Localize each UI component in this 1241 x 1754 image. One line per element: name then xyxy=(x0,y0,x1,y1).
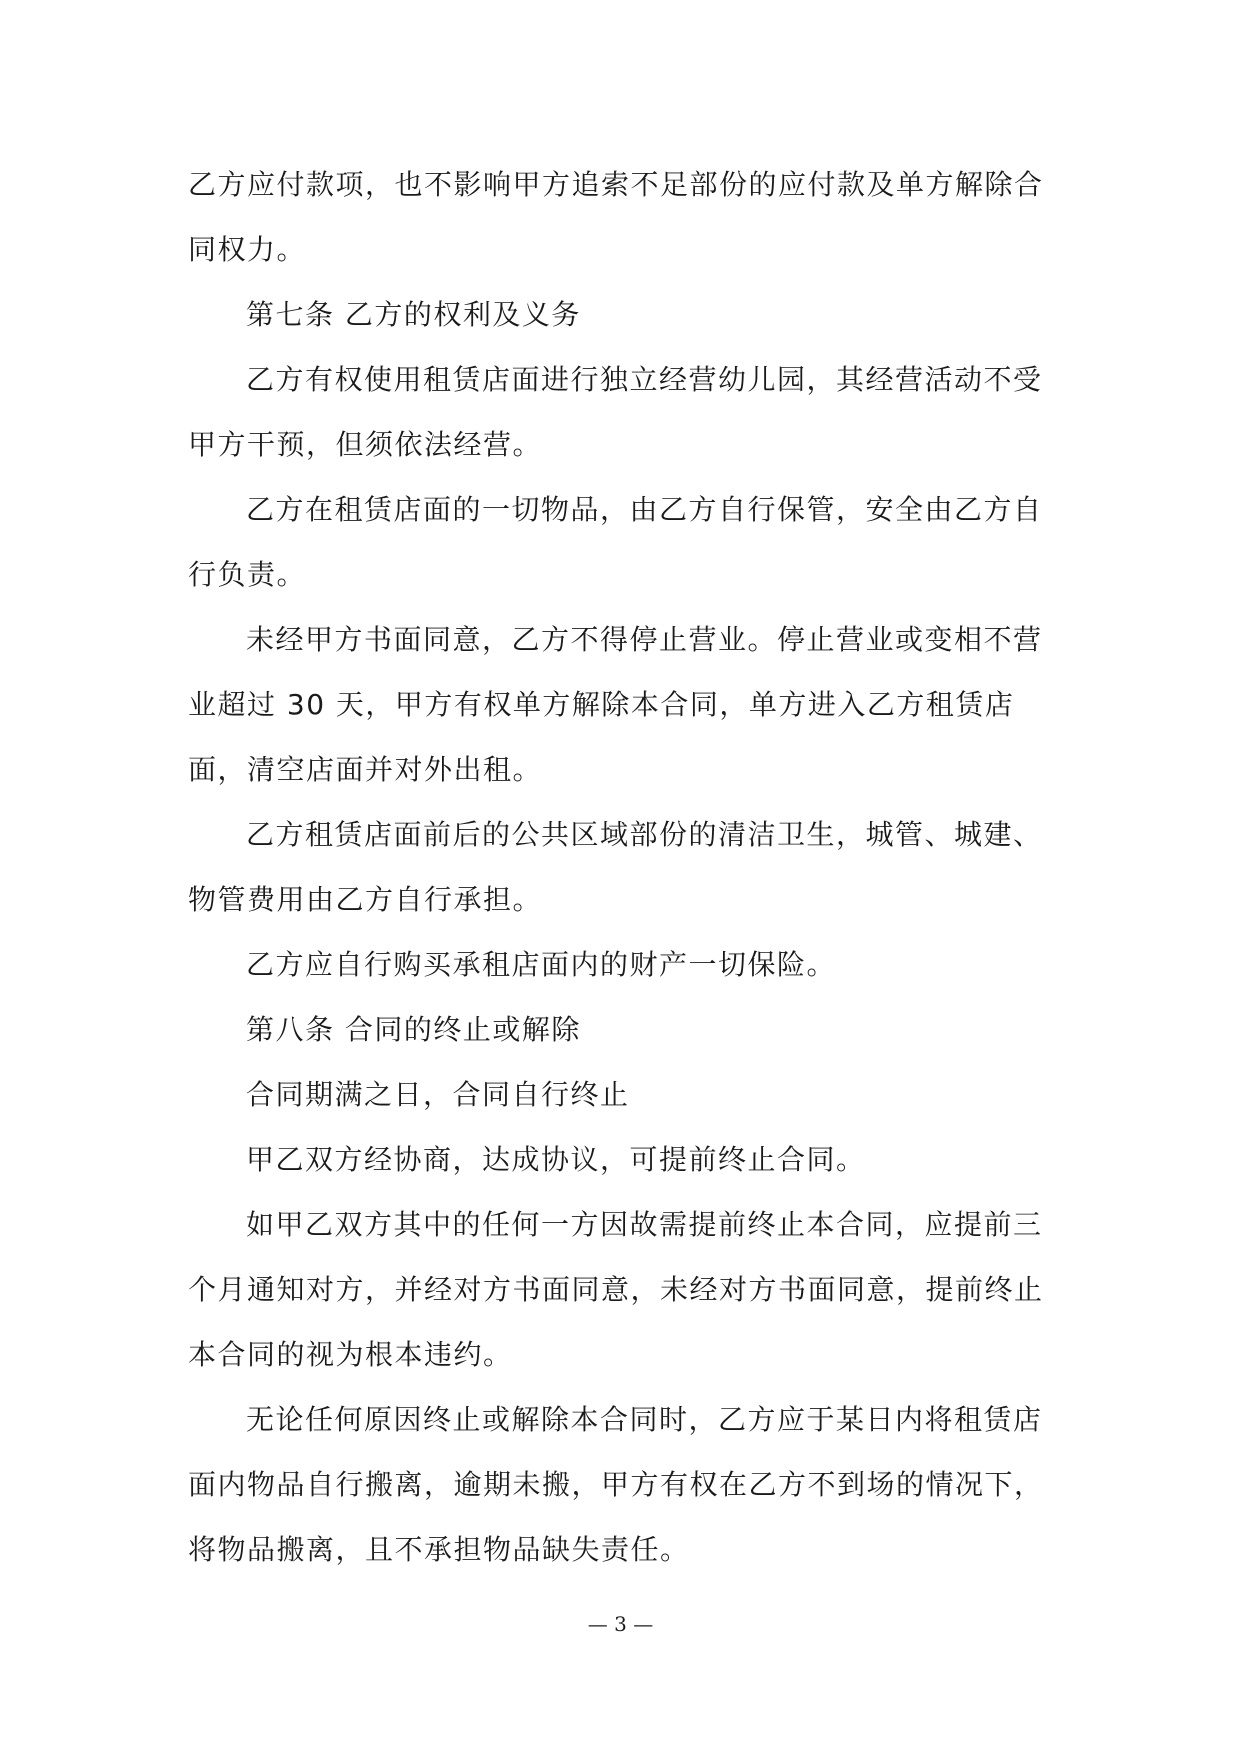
paragraph: 乙方应自行购买承租店面内的财产一切保险。 xyxy=(246,948,837,981)
paragraph: 无论任何原因终止或解除本合同时，乙方应于某日内将租赁店面内物品自行搬离，逾期未搬，甲方有权在乙方不到场的情况下，将物品搬离，且不承担物品缺失责任。 xyxy=(188,1403,1044,1566)
document-body xyxy=(188,152,1068,1582)
section-heading-article-7: 第七条 乙方的权利及义务 xyxy=(246,298,581,331)
paragraph: 乙方有权使用租赁店面进行独立经营幼儿园，其经营活动不受甲方干预，但须依法经营。 xyxy=(188,363,1043,461)
paragraph: 乙方在租赁店面的一切物品，由乙方自行保管，安全由乙方自行负责。 xyxy=(188,493,1043,591)
paragraph: 甲乙双方经协商，达成协议，可提前终止合同。 xyxy=(246,1143,866,1176)
paragraph: 合同期满之日，合同自行终止 xyxy=(246,1078,630,1111)
paragraph: 如甲乙双方其中的任何一方因故需提前终止本合同，应提前三个月通知对方，并经对方书面同意，未经对方书面同意，提前终止本合同的视为根本违约。 xyxy=(188,1208,1044,1371)
page-number: — 3 — xyxy=(587,1612,654,1636)
paragraph-continuation: 乙方应付款项，也不影响甲方追索不足部份的应付款及单方解除合同权力。 xyxy=(188,168,1044,266)
paragraph: 未经甲方书面同意，乙方不得停止营业。停止营业或变相不营业超过 30 天，甲方有权单方解除本合同，单方进入乙方租赁店面，清空店面并对外出租。 xyxy=(188,623,1043,786)
section-heading-article-8: 第八条 合同的终止或解除 xyxy=(246,1013,581,1046)
paragraph: 乙方租赁店面前后的公共区域部份的清洁卫生，城管、城建、物管费用由乙方自行承担。 xyxy=(188,818,1043,916)
